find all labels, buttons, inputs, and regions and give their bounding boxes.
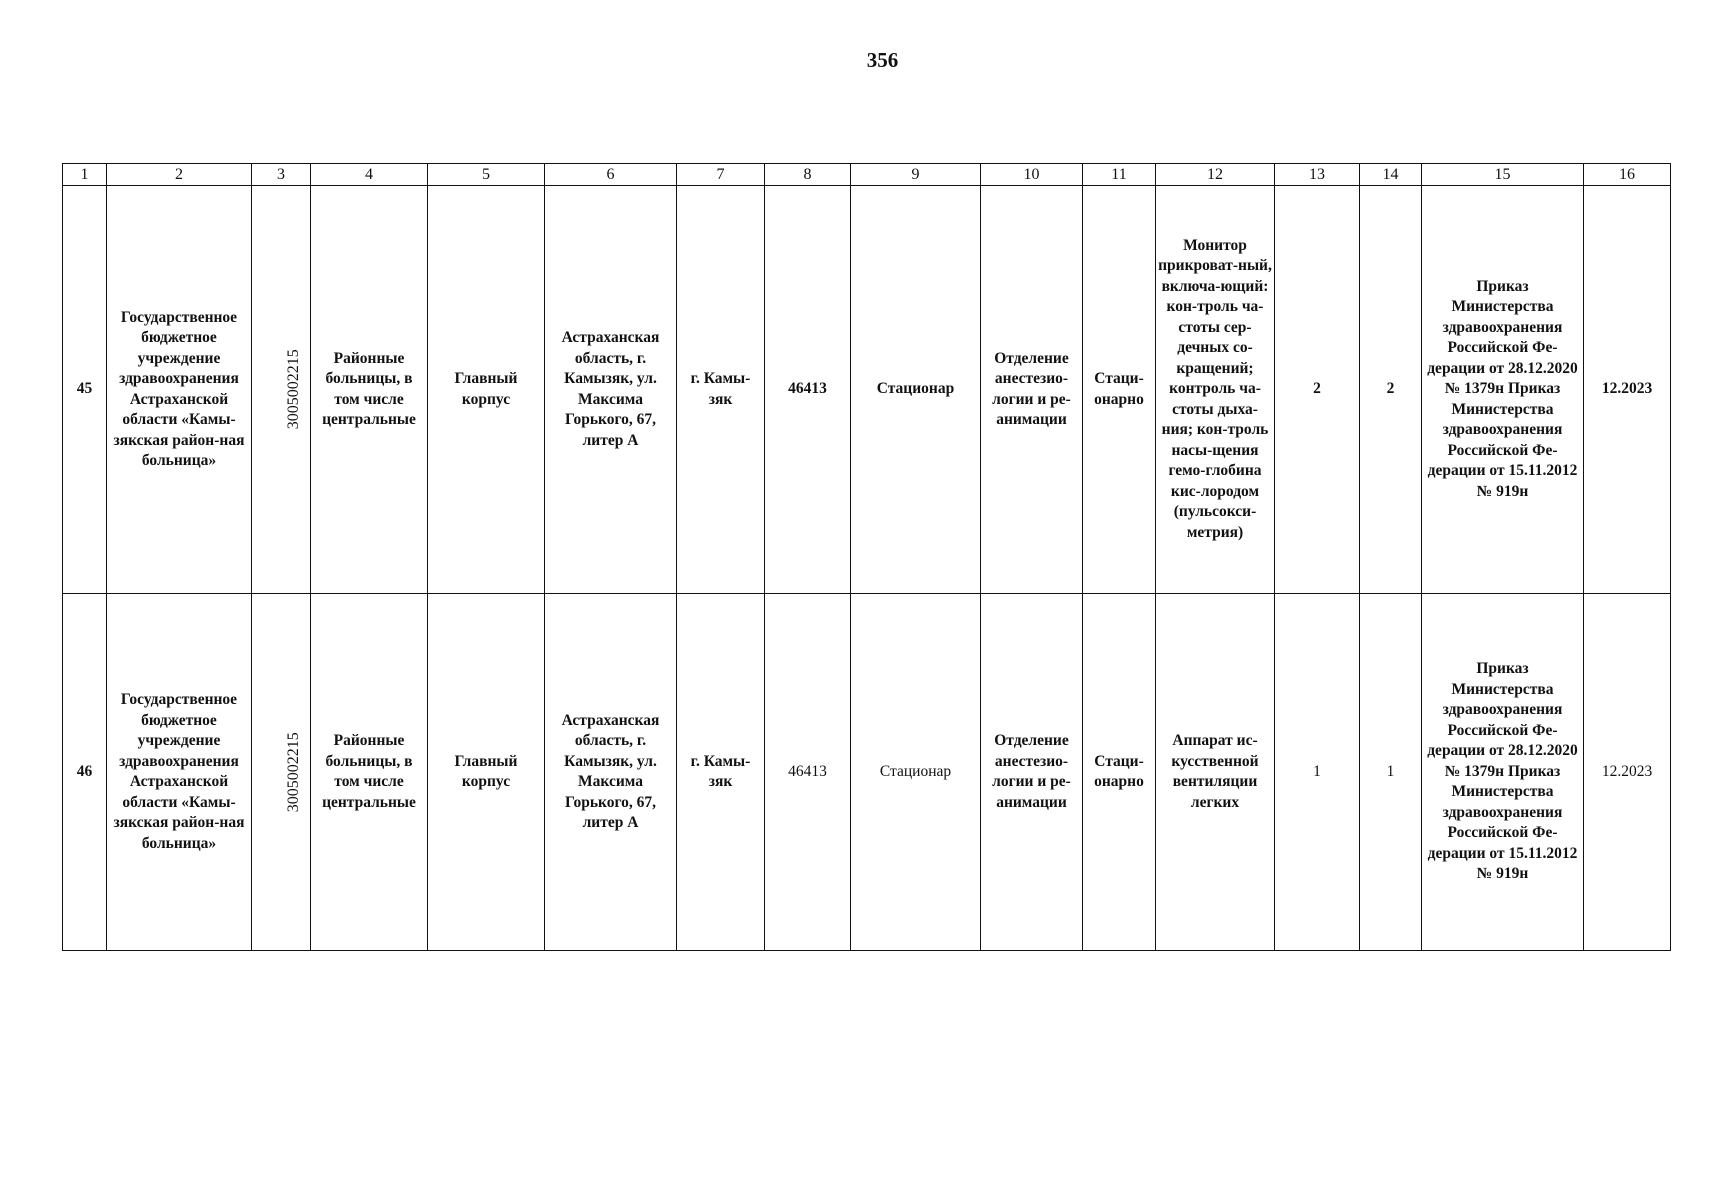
quantity-cell: 2: [1360, 186, 1422, 594]
date-cell: 12.2023: [1584, 186, 1671, 594]
page-number: 356: [866, 48, 899, 72]
building-cell: Главный корпус: [428, 594, 545, 951]
unit-type-cell: Стационар: [851, 594, 981, 951]
equipment-cell: Монитор прикроват-ный, включа-ющий: кон-троль ча-стоты сер-дечных со-кращений; контроль ча-стоты дыха-ния; кон-троль насы-щения гемо-глобина кис-лородом (пульсокси-метрия): [1156, 186, 1275, 594]
quantity-cell: 1: [1360, 594, 1422, 951]
legal-basis-cell: Приказ Министерства здравоохранения Российской Фе-дерации от 28.12.2020 № 1379н Приказ Министерства здравоохранения Российской Фе-дерации от 15.11.2012 № 919н: [1422, 186, 1584, 594]
code-text: 3005002215: [284, 349, 302, 430]
department-cell: Отделение анестезио-логии и ре-анимации: [981, 594, 1083, 951]
care-form-cell: Стаци-онарно: [1083, 594, 1156, 951]
column-number-header: 3: [252, 164, 311, 186]
oktmo-cell: 46413: [765, 594, 851, 951]
column-number-header: 16: [1584, 164, 1671, 186]
quantity-cell: 1: [1275, 594, 1360, 951]
column-number-header: 13: [1275, 164, 1360, 186]
column-number-header: 7: [677, 164, 765, 186]
address-cell: Астраханская область, г. Камызяк, ул. Максима Горького, 67, литер А: [545, 186, 677, 594]
column-number-header: 9: [851, 164, 981, 186]
row-number-cell: 45: [63, 186, 107, 594]
code-text: 3005002215: [284, 732, 302, 812]
locality-cell: г. Камы-зяк: [677, 594, 765, 951]
column-number-header: 10: [981, 164, 1083, 186]
address-cell: Астраханская область, г. Камызяк, ул. Максима Горького, 67, литер А: [545, 594, 677, 951]
column-number-header: 5: [428, 164, 545, 186]
institution-cell: Государственное бюджетное учреждение здравоохранения Астраханской области «Камы-зякская район-ная больница»: [107, 594, 252, 951]
legal-basis-cell: Приказ Министерства здравоохранения Российской Фе-дерации от 28.12.2020 № 1379н Приказ Министерства здравоохранения Российской Фе-дерации от 15.11.2012 № 919н: [1422, 594, 1584, 951]
locality-cell: г. Камы-зяк: [677, 186, 765, 594]
column-number-header: 12: [1156, 164, 1275, 186]
code-cell: [252, 186, 311, 594]
unit-type-cell: Стационар: [851, 186, 981, 594]
quantity-cell: 2: [1275, 186, 1360, 594]
column-number-header: 14: [1360, 164, 1422, 186]
register-table: [62, 163, 1671, 951]
category-cell: Районные больницы, в том числе центральные: [311, 594, 428, 951]
code-cell: [252, 594, 311, 951]
row-number-cell: 46: [63, 594, 107, 951]
column-number-header: 15: [1422, 164, 1584, 186]
column-number-header: 8: [765, 164, 851, 186]
equipment-cell: Аппарат ис-кусственной вентиляции легких: [1156, 594, 1275, 951]
column-number-header: 1: [63, 164, 107, 186]
oktmo-cell: 46413: [765, 186, 851, 594]
table-row: [63, 186, 1671, 594]
table-header-row: [63, 164, 1671, 186]
column-number-header: 4: [311, 164, 428, 186]
care-form-cell: Стаци-онарно: [1083, 186, 1156, 594]
date-cell: 12.2023: [1584, 594, 1671, 951]
column-number-header: 2: [107, 164, 252, 186]
institution-cell: Государственное бюджетное учреждение здравоохранения Астраханской области «Камы-зякская район-ная больница»: [107, 186, 252, 594]
column-number-header: 6: [545, 164, 677, 186]
column-number-header: 11: [1083, 164, 1156, 186]
category-cell: Районные больницы, в том числе центральные: [311, 186, 428, 594]
building-cell: Главный корпус: [428, 186, 545, 594]
table-row: [63, 594, 1671, 951]
department-cell: Отделение анестезио-логии и ре-анимации: [981, 186, 1083, 594]
